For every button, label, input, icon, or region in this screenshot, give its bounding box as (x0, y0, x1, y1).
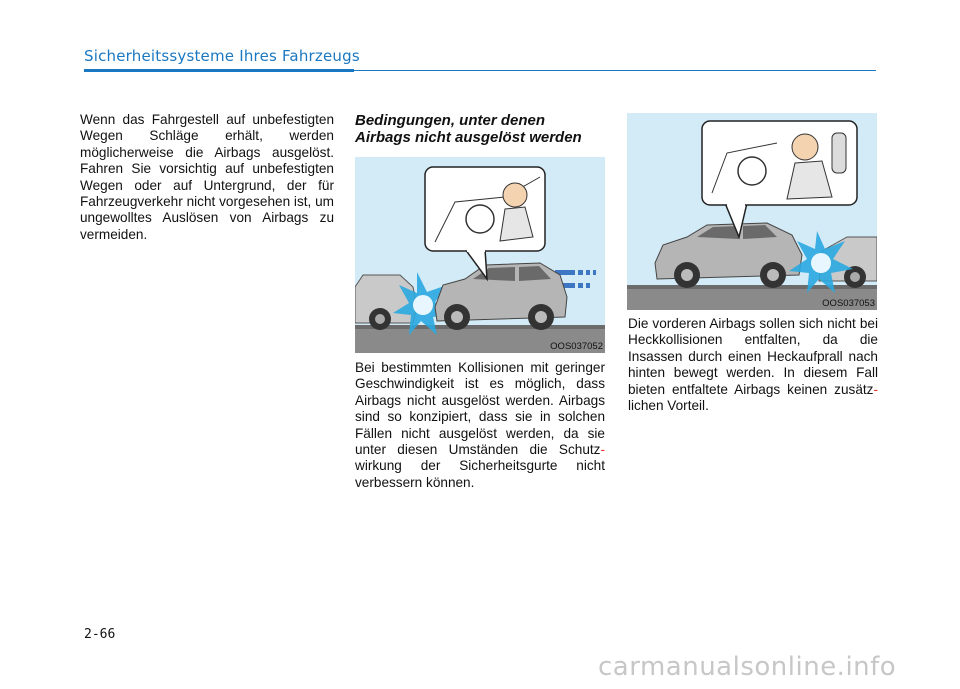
text-part-2: lichen Vorteil. (628, 398, 709, 414)
suv (435, 263, 567, 330)
suv (655, 223, 802, 288)
paragraph-rear-collision (628, 316, 878, 414)
text-part-1: Die vorderen Airbags sollen sich nicht bei Heckkollisionen entfalten, da die Insassen durch einen Heckaufprall nach hinten bewegt werden. In diesem Fall bieten entfaltete Airbags keinen zusätz (628, 316, 878, 397)
rear-collision-illustration (627, 113, 877, 310)
paragraph-low-speed (355, 360, 605, 491)
header-rule-thick (84, 69, 354, 72)
paragraph-rough-roads: Wenn das Fahrgestell auf unbefestigten Wegen Schläge erhält, werden möglicherweise die Airbags ausgelöst. Fahren Sie vorsichtig auf unbefestigten Wegen oder auf Untergrund, der für Fahrzeugverkehr nicht vorgesehen ist, um ungewolltes Auslösen von Airbags zu vermeiden. (80, 112, 334, 242)
heading-line-2: Airbags nicht ausgelöst werden (355, 129, 582, 146)
figure-rear-collision (627, 113, 877, 310)
hyphen: - (873, 381, 878, 397)
front-collision-illustration (355, 157, 605, 353)
text-part-1: Bei bestimmten Kollisionen mit geringer Geschwindigkeit ist es möglich, dass Airbags nicht ausgelöst werden. Airbags sind so konzipiert, dass sie in solchen Fällen nicht ausgelöst werden, da sie unter diesen Umständen die Schutz (355, 360, 605, 458)
text-part-2: wirkung der Sicherheitsgurte nicht verbessern können. (355, 458, 605, 490)
callout-bubble (702, 121, 857, 237)
page-number: 2-66 (84, 627, 116, 642)
figure-front-collision (355, 157, 605, 353)
other-car (355, 275, 417, 330)
callout-bubble (425, 167, 545, 279)
heading-line-1: Bedingungen, unter denen (355, 112, 545, 129)
section-title: Sicherheitssysteme Ihres Fahrzeugs (84, 47, 360, 65)
watermark: carmanualsonline.info (598, 652, 897, 682)
hyphen: - (600, 442, 605, 458)
figure-code: OOS037052 (550, 341, 603, 352)
section-heading (355, 112, 605, 146)
header-rule-thin (354, 70, 876, 71)
figure-code: OOS037053 (822, 298, 875, 309)
